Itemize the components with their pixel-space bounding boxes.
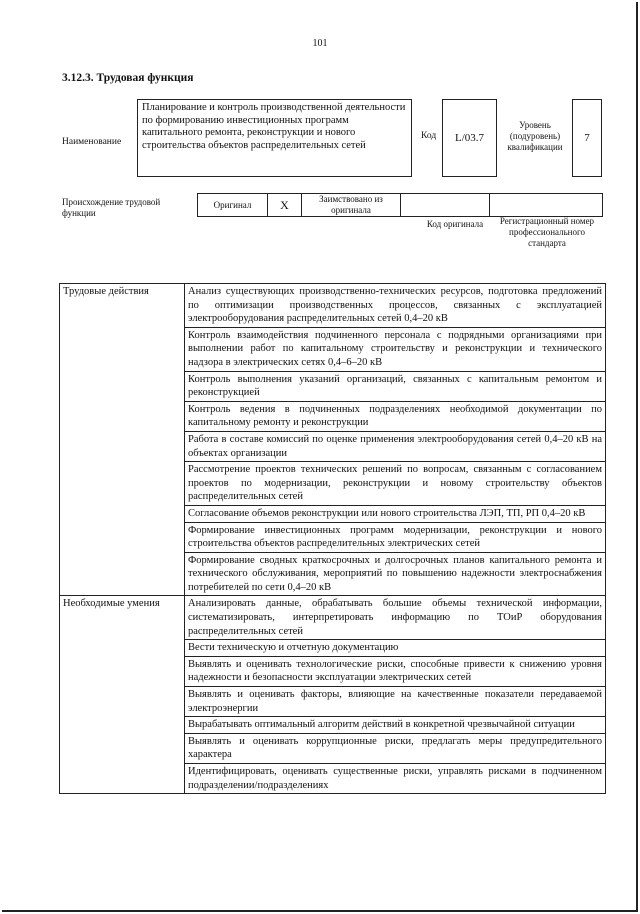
table-cell: Анализ существующих производственно-технических ресурсов, подготовка предложений по оптимизации производственных процессов, связанных с эксплуатацией электрооборудования распределительных сетей 0,4–20 кВ	[185, 284, 606, 328]
table-cell: Контроль взаимодействия подчиненного персонала с подрядными организациями при выполнении работ по капитальному строительству и реконструкции и технического надзора в электрических сетях 0,4–6–20 кВ	[185, 327, 606, 371]
category-cell: Трудовые действия	[60, 284, 185, 596]
section-title: 3.12.3. Трудовая функция	[62, 72, 194, 84]
table-cell: Формирование сводных краткосрочных и долгосрочных планов капитального ремонта и технического обслуживания, мероприятий по повышению надежности электроснабжения потребителей по сети 0,4–20 кВ	[185, 552, 606, 596]
table-cell: Контроль выполнения указаний организаций, связанных с капитальным ремонтом и реконструкцией	[185, 371, 606, 401]
reg-number-label: Регистрационный номер профессионального стандарта	[499, 216, 595, 248]
table-cell: Выявлять и оценивать технологические риски, способные привести к снижению уровня надежности и безопасности эксплуатации электрических сетей	[185, 656, 606, 686]
table-cell: Вырабатывать оптимальный алгоритм действий в конкретной чрезвычайной ситуации	[185, 717, 606, 734]
origin-label: Происхождение трудовой функции	[62, 197, 161, 218]
category-cell: Необходимые умения	[60, 596, 185, 794]
table-cell: Согласование объемов реконструкции или нового строительства ЛЭП, ТП, РП 0,4–20 кВ	[185, 505, 606, 522]
table-row	[60, 596, 606, 640]
table-cell: Формирование инвестиционных программ модернизации, реконструкции и нового строительства объектов распределительных электрических сетей	[185, 522, 606, 552]
original-mark: X	[280, 197, 289, 212]
code-of-original-box	[400, 193, 490, 217]
page-number: 101	[312, 38, 328, 49]
table-cell: Контроль ведения в подчиненных подразделениях необходимой документации по капитальному ремонту и реконструкции	[185, 401, 606, 431]
code-value-box	[442, 99, 497, 177]
table-cell: Вести техническую и отчетную документацию	[185, 640, 606, 657]
code-of-original-label: Код оригинала	[426, 219, 484, 229]
table-cell: Анализировать данные, обрабатывать большие объемы технической информации, систематизировать, интерпретировать информацию по ТОиР оборудования распределительных сетей	[185, 596, 606, 640]
borrowed-label: Заимствовано из оригинала	[319, 194, 383, 215]
table-row	[60, 284, 606, 328]
name-label: Наименование	[62, 137, 122, 147]
level-label: Уровень (подуровень) квалификации	[507, 120, 563, 152]
borrowed-label-box	[301, 193, 401, 217]
function-name: Планирование и контроль производственной деятельности по формированию инвестиционных программ капитального ремонта, реконструкции и нового строительства объектов распределительных сетей	[142, 102, 406, 151]
function-details-table	[59, 283, 606, 794]
table-cell: Идентифицировать, оценивать существенные риски, управлять рисками в подчиненном подразделении/подразделениях	[185, 764, 606, 794]
code-value: L/03.7	[454, 132, 485, 144]
function-name-box	[137, 99, 412, 177]
level-value: 7	[584, 132, 590, 144]
code-label: Код	[421, 131, 437, 141]
table-cell: Рассмотрение проектов технических решений по вопросам, связанным с согласованием проектов по модернизации, реконструкции и новому строительству объектов распределительных сетей	[185, 462, 606, 506]
original-label: Оригинал	[213, 199, 252, 210]
reg-number-box	[489, 193, 603, 217]
table-cell: Работа в составе комиссий по оценке применения электрооборудования сетей 0,4–20 кВ на объектах организации	[185, 431, 606, 461]
level-value-box	[572, 99, 602, 177]
original-label-box	[197, 193, 268, 217]
table-cell: Выявлять и оценивать коррупционные риски, предлагать меры предупредительного характера	[185, 733, 606, 763]
original-mark-box	[267, 193, 302, 217]
table-cell: Выявлять и оценивать факторы, влияющие на качественные показатели передаваемой электроэнергии	[185, 687, 606, 717]
